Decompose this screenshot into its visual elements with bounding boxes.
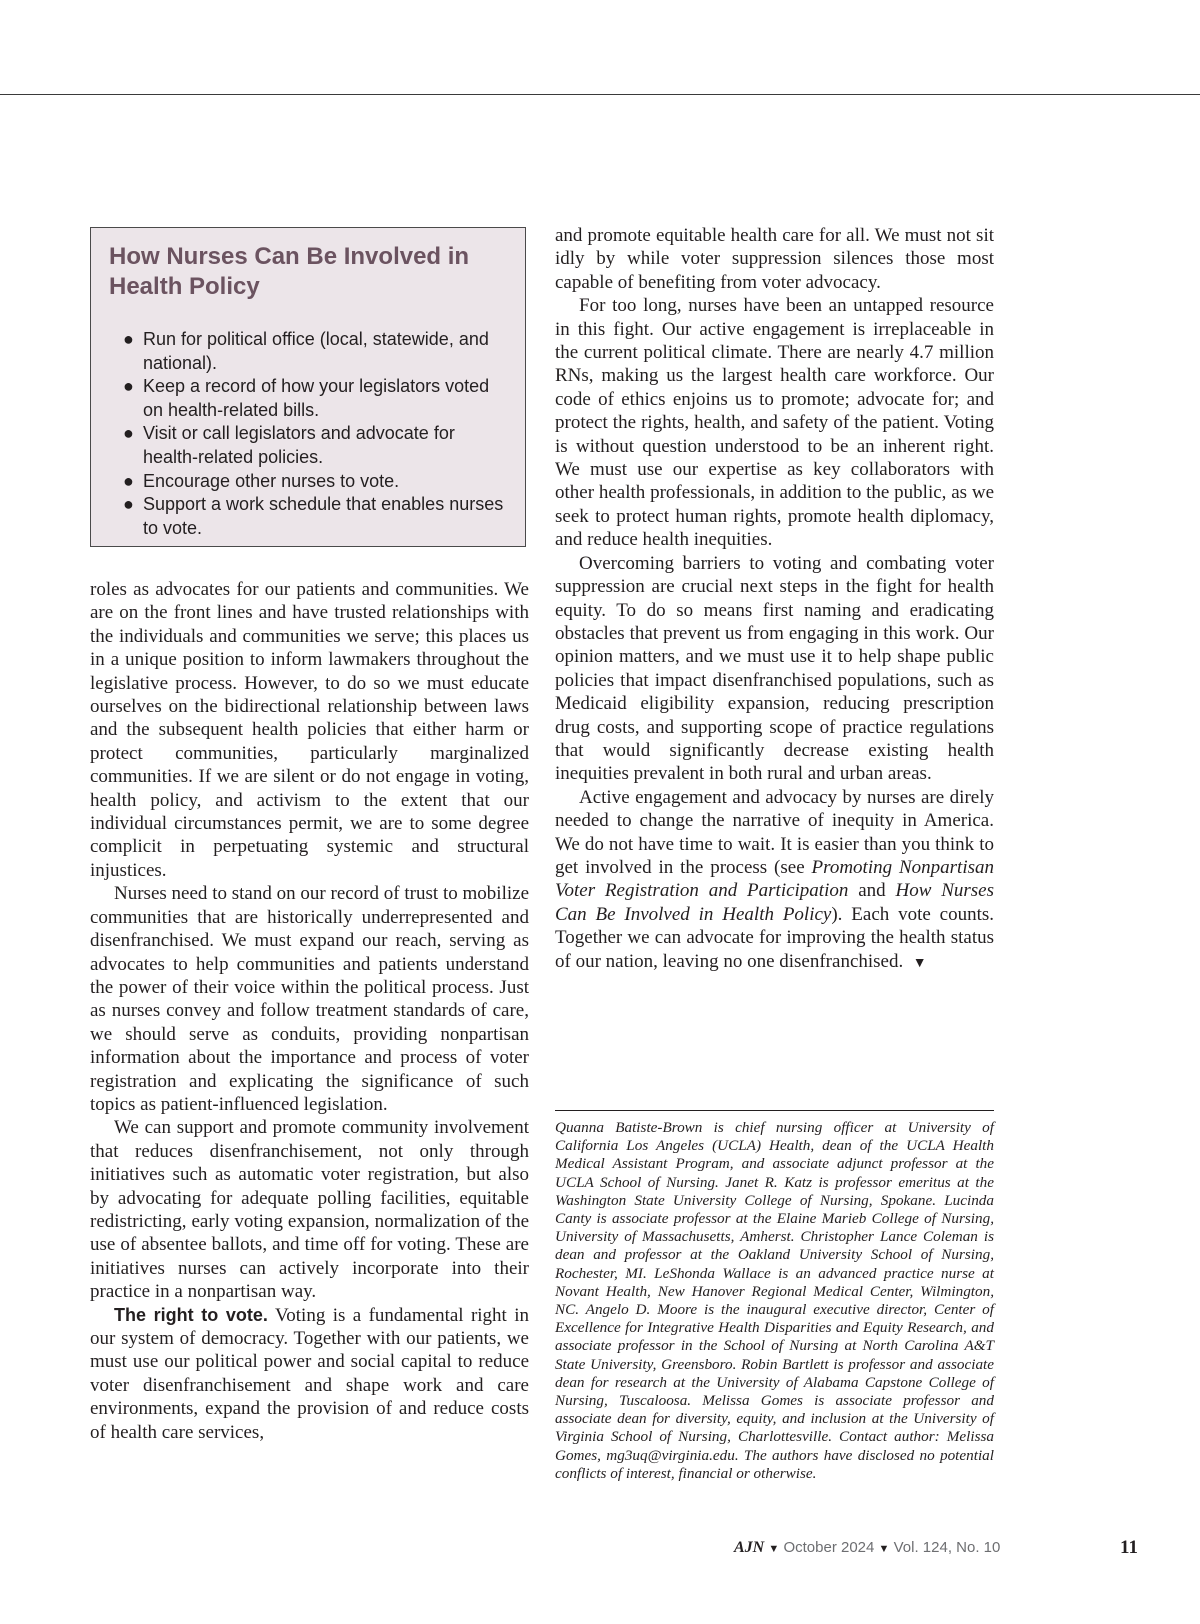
bullet-icon: ●	[123, 494, 134, 515]
sidebar-item-text: Support a work schedule that enables nurses to vote.	[143, 494, 504, 538]
body-paragraph: We can support and promote community involvement that reduces disenfranchisement, not only through initiatives such as automatic voter registration, but also by advocating for adequate polling facilities, equitable redistricting, early voting expansion, normalization of the use of absentee ballots, and time off for voting. These are initiatives nurses can actively incorporate into their practice in a nonpartisan way.	[90, 1117, 529, 1303]
page-footer	[0, 1539, 1200, 1563]
separator-icon: ▼	[878, 1543, 890, 1555]
bullet-icon: ●	[123, 376, 134, 397]
cross-reference: How Nurses Can Be Involved in Health Policy	[555, 880, 994, 925]
body-paragraph: For too long, nurses have been an untapped resource in this fight. Our active engagement is irreplaceable in the current political climate. There are nearly 4.7 million RNs, making us the largest health care workforce. Our code of ethics enjoins us to promote; advocate for; and protect the rights, health, and safety of the patient. Voting is without question understood to be an inherent right. We must use our expertise as key collaborators with other health professionals, in addition to the public, as we seek to protect human rights, promote health diplomacy, and reduce health inequities.	[555, 295, 994, 551]
journal-name: AJN	[734, 1539, 765, 1556]
sidebar-item-text: Run for political office (local, statewide, and national).	[143, 329, 489, 373]
sidebar-item-text: Visit or call legislators and advocate for health-related policies.	[143, 423, 455, 467]
sidebar-title: How Nurses Can Be Involved in Health Policy	[109, 243, 470, 300]
issue-date: October 2024	[783, 1539, 875, 1556]
separator-icon: ▼	[768, 1543, 780, 1555]
section-run-in-heading: The right to vote.	[114, 1304, 268, 1325]
sidebar-item	[123, 422, 507, 469]
sidebar-item-text: Encourage other nurses to vote.	[143, 470, 400, 491]
body-paragraph: Nurses need to stand on our record of trust to mobilize communities that are historically underrepresented and disenfranchised. We must expand our reach, serving as advocates to help communities and patients understand the power of their voice within the political process. Just as nurses convey and follow treatment standards of care, we should serve as conduits, providing nonpartisan information about the importance and process of voter registration and explicating the significance of such topics as patient-influenced legislation.	[90, 883, 529, 1115]
bio-rule	[555, 1110, 994, 1111]
bullet-icon: ●	[123, 470, 134, 491]
body-paragraph: Overcoming barriers to voting and combating voter suppression are crucial next steps in the fight for health equity. To do so means first naming and eradicating obstacles that prevent us from engaging in this work. Our opinion matters, and we must use it to help shape public policies that impact disenfranchised populations, such as Medicaid eligibility expansion, reducing prescription drug costs, and supporting scope of practice regulations that would significantly decrease existing health inequities prevalent in both rural and urban areas.	[555, 552, 994, 785]
header-rule	[0, 94, 1200, 95]
paragraph-text: Active engagement and advocacy by nurses are direly needed to change the narrative of inequity in America. We do not have time to wait. It is easier than you think to get involved in the process (see	[555, 786, 994, 878]
sidebar-item	[123, 470, 507, 494]
right-column	[555, 224, 994, 975]
paragraph-text: Voting is a fundamental right in our system of democracy. Together with our patients, we must use our political power and social capital to reduce voter disenfranchisement and shape work and care environments, expand the provision of and reduce costs of health care services,	[90, 1304, 530, 1443]
paragraph-text: ). Each vote counts. Together we can advocate for improving the health status of our nation, leaving no one disenfranchised.	[555, 903, 995, 972]
page-number: 11	[1120, 1537, 1138, 1558]
body-paragraph	[555, 786, 994, 975]
body-paragraph: roles as advocates for our patients and communities. We are on the front lines and have trusted relationships with the individuals and communities we serve; this places us in a unique position to inform lawmakers throughout the legislative process. However, to do so we must educate ourselves on the bidirectional relationship between laws and the subsequent health policies that either harm or protect communities, particularly marginalized communities. If we are silent or do not engage in voting, health policy, and activism to the extent that our individual circumstances permit, we are to some degree complicit in perpetuating systemic and structural injustices.	[90, 579, 529, 881]
sidebar-item	[123, 493, 507, 540]
end-mark-icon: ▼	[912, 955, 927, 971]
sidebar-box	[90, 227, 526, 547]
sidebar-item	[123, 375, 507, 422]
cross-reference: Promoting Nonpartisan Voter Registration and Participation	[555, 856, 995, 902]
bullet-icon: ●	[123, 329, 134, 349]
left-column	[90, 578, 529, 1444]
paragraph-text: and	[848, 880, 896, 902]
sidebar-item-text: Keep a record of how your legislators voted on health-related bills.	[143, 376, 490, 420]
bullet-icon: ●	[123, 423, 134, 444]
journal-citation	[734, 1539, 1000, 1557]
sidebar-item	[123, 328, 507, 375]
volume-issue: Vol. 124, No. 10	[893, 1539, 1001, 1556]
body-paragraph: and promote equitable health care for all. We must not sit idly by while voter suppression silences those most capable of benefiting from voter advocacy.	[555, 225, 994, 293]
sidebar-list	[109, 328, 507, 540]
author-bio: Quanna Batiste-Brown is chief nursing officer at University of California Los Angeles (UCLA) Health, dean of the UCLA Health Medical Assistant Program, and associate adjunct professor at the UCLA School of Nursing. Janet R. Katz is professor emeritus at the Washington State University College of Nursing, Spokane. Lucinda Canty is associate professor at the Elaine Marieb College of Nursing, University of Massachusetts, Amherst. Christopher Lance Coleman is dean and professor at the Oakland University School of Nursing, Rochester, MI. LeShonda Wallace is an advanced practice nurse at Novant Health, New Hanover Regional Medical Center, Wilmington, NC. Angelo D. Moore is the inaugural executive director, Center of Excellence for Integrative Health Disparities and Equity Research, and associate professor in the School of Nursing at North Carolina A&T State University, Greensboro. Robin Bartlett is professor and associate dean for research at the University of Alabama Capstone College of Nursing, Tuscaloosa. Melissa Gomes is associate professor and associate dean for diversity, equity, and inclusion at the University of Virginia School of Nursing, Charlottesville. Contact author: Melissa Gomes, mg3uq@virginia.edu. The authors have disclosed no potential conflicts of interest, financial or otherwise.	[555, 1119, 994, 1482]
body-paragraph	[90, 1304, 529, 1444]
